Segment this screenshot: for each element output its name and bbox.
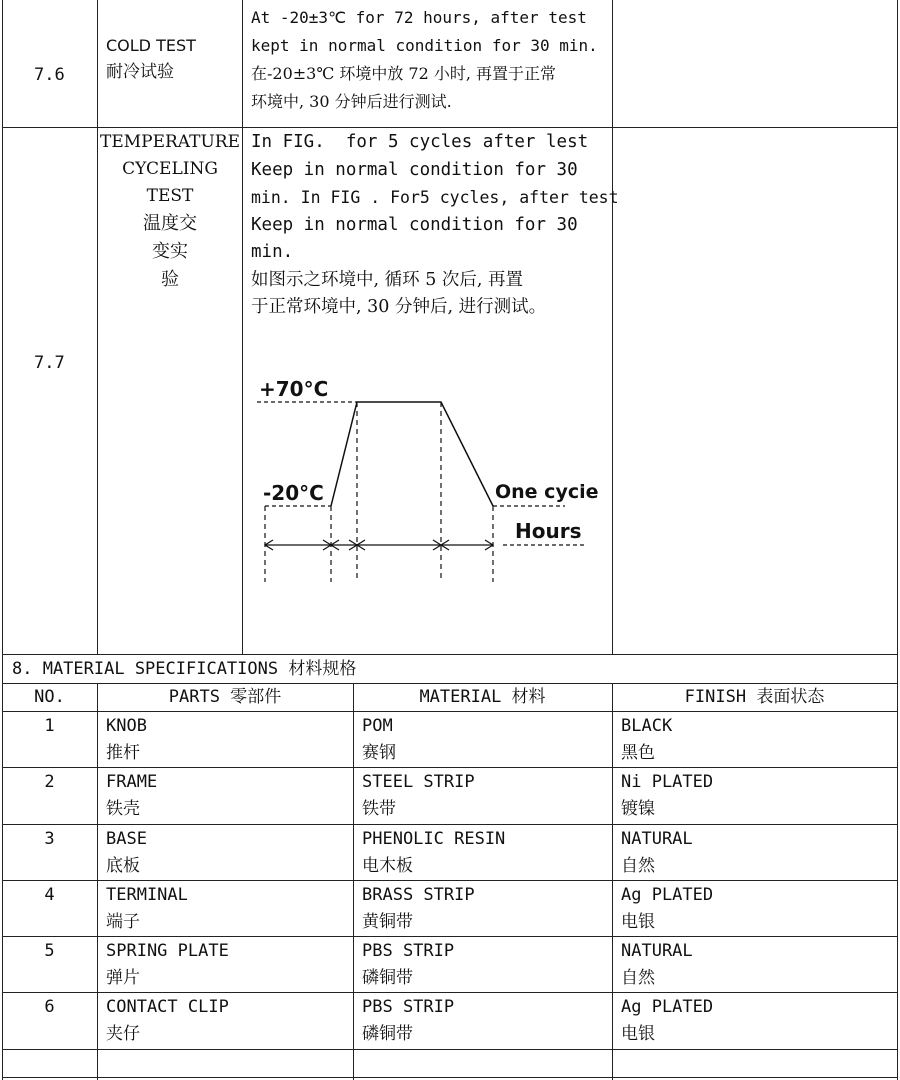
material-col-1 bbox=[97, 683, 98, 1080]
col-divider-3 bbox=[612, 0, 613, 654]
material-row-divider bbox=[2, 936, 898, 937]
material-header-bottom bbox=[2, 711, 898, 712]
row-divider-77-8 bbox=[2, 654, 898, 655]
header-finish: FINISH 表面状态 bbox=[684, 687, 825, 707]
material-cn: 黄铜带 bbox=[362, 912, 413, 932]
table-border-right bbox=[897, 0, 898, 1080]
finish-en: Ag PLATED bbox=[621, 885, 714, 905]
material-en: PBS STRIP bbox=[362, 997, 455, 1017]
header-parts: PARTS 零部件 bbox=[168, 687, 282, 707]
finish-cn: 黑色 bbox=[621, 743, 655, 763]
material-en: BRASS STRIP bbox=[362, 885, 475, 905]
cycling-line: 于正常环境中, 30 分钟后, 进行测试。 bbox=[251, 297, 547, 317]
finish-en: Ag PLATED bbox=[621, 997, 714, 1017]
col-divider-2 bbox=[242, 0, 243, 654]
section-number-7-6: 7.6 bbox=[34, 65, 65, 85]
material-cn: 赛钢 bbox=[362, 743, 396, 763]
section-number-7-7: 7.7 bbox=[34, 353, 65, 373]
material-col-3 bbox=[612, 683, 613, 1080]
temperature-cycling-line: 验 bbox=[161, 269, 179, 290]
finish-cn: 电银 bbox=[621, 1024, 655, 1044]
part-cn: 推杆 bbox=[106, 743, 140, 763]
temperature-profile bbox=[331, 402, 493, 506]
cycling-line: min. In FIG . For5 cycles, after test bbox=[251, 188, 619, 207]
cold-test-label-en: COLD TEST bbox=[106, 36, 196, 55]
temperature-cycling-line: TEMPERATURE bbox=[99, 132, 241, 152]
material-en: STEEL STRIP bbox=[362, 772, 475, 792]
finish-cn: 自然 bbox=[621, 856, 655, 876]
cold-test-line: 在-20±3℃ 环境中放 72 小时, 再置于正常 bbox=[251, 64, 557, 83]
part-en: TERMINAL bbox=[106, 885, 188, 905]
material-col-2 bbox=[353, 683, 354, 1080]
row-no: 1 bbox=[44, 716, 55, 736]
temperature-cycling-line: TEST bbox=[146, 186, 194, 206]
material-row-divider bbox=[2, 992, 898, 993]
temperature-cycling-conditions bbox=[251, 129, 619, 322]
cycling-line: In FIG. for 5 cycles after lest bbox=[251, 132, 589, 152]
finish-en: NATURAL bbox=[621, 829, 693, 849]
low-temp-label: -20°C bbox=[263, 481, 324, 505]
part-en: CONTACT CLIP bbox=[106, 997, 229, 1017]
one-cycle-label: One cycie bbox=[495, 481, 599, 503]
part-cn: 端子 bbox=[106, 912, 140, 932]
finish-cn: 镀镍 bbox=[621, 799, 655, 819]
part-cn: 底板 bbox=[106, 856, 140, 876]
cycling-line: Keep in normal condition for 30 bbox=[251, 214, 578, 235]
part-cn: 铁壳 bbox=[106, 799, 140, 819]
row-no: 5 bbox=[44, 941, 55, 961]
cold-test-line: 环境中, 30 分钟后进行测试. bbox=[251, 92, 452, 111]
finish-en: NATURAL bbox=[621, 941, 693, 961]
finish-en: Ni PLATED bbox=[621, 772, 714, 792]
temperature-cycling-line: 变实 bbox=[152, 241, 188, 262]
finish-cn: 自然 bbox=[621, 968, 655, 988]
material-row-divider bbox=[2, 1049, 898, 1050]
table-border-left bbox=[2, 0, 3, 1080]
row-no: 3 bbox=[44, 829, 55, 849]
cold-test-label-cn: 耐冷试验 bbox=[106, 62, 174, 82]
hours-label: Hours bbox=[515, 519, 582, 543]
material-row-divider bbox=[2, 880, 898, 881]
material-cn: 磷铜带 bbox=[362, 1024, 413, 1044]
material-en: PBS STRIP bbox=[362, 941, 455, 961]
part-en: BASE bbox=[106, 829, 147, 849]
material-en: PHENOLIC RESIN bbox=[362, 829, 506, 849]
temperature-cycling-label bbox=[98, 129, 242, 294]
material-cn: 电木板 bbox=[362, 856, 413, 876]
row-no: 4 bbox=[44, 885, 55, 905]
temperature-cycling-line: CYCELING bbox=[122, 159, 218, 179]
cycling-line: min. bbox=[251, 242, 294, 262]
part-cn: 弹片 bbox=[106, 968, 140, 988]
cold-test-line: kept in normal condition for 30 min. bbox=[251, 36, 598, 55]
row-no: 2 bbox=[44, 772, 55, 792]
material-row-divider bbox=[2, 767, 898, 768]
finish-cn: 电银 bbox=[621, 912, 655, 932]
cold-test-line: At -20±3℃ for 72 hours, after test bbox=[251, 8, 587, 27]
row-divider-76-77 bbox=[2, 127, 898, 128]
material-cn: 磷铜带 bbox=[362, 968, 413, 988]
material-cn: 铁带 bbox=[362, 799, 396, 819]
header-material: MATERIAL 材料 bbox=[419, 687, 546, 707]
part-en: SPRING PLATE bbox=[106, 941, 229, 961]
temperature-cycle-figure bbox=[245, 360, 610, 590]
row-no: 6 bbox=[44, 997, 55, 1017]
high-temp-label: +70°C bbox=[259, 377, 329, 401]
cycling-line: Keep in normal condition for 30 bbox=[251, 159, 578, 180]
material-section-title: 8. MATERIAL SPECIFICATIONS 材料规格 bbox=[12, 659, 357, 679]
header-no: NO. bbox=[34, 687, 65, 707]
part-cn: 夹仔 bbox=[106, 1024, 140, 1044]
part-en: FRAME bbox=[106, 772, 158, 792]
cycling-line: 如图示之环境中, 循环 5 次后, 再置 bbox=[251, 269, 524, 290]
col-divider-1 bbox=[97, 0, 98, 654]
material-en: POM bbox=[362, 716, 393, 736]
part-en: KNOB bbox=[106, 716, 147, 736]
material-table-bottom bbox=[2, 1077, 898, 1078]
temperature-cycling-line: 温度交 bbox=[143, 213, 197, 234]
material-row-divider bbox=[2, 824, 898, 825]
finish-en: BLACK bbox=[621, 716, 673, 736]
